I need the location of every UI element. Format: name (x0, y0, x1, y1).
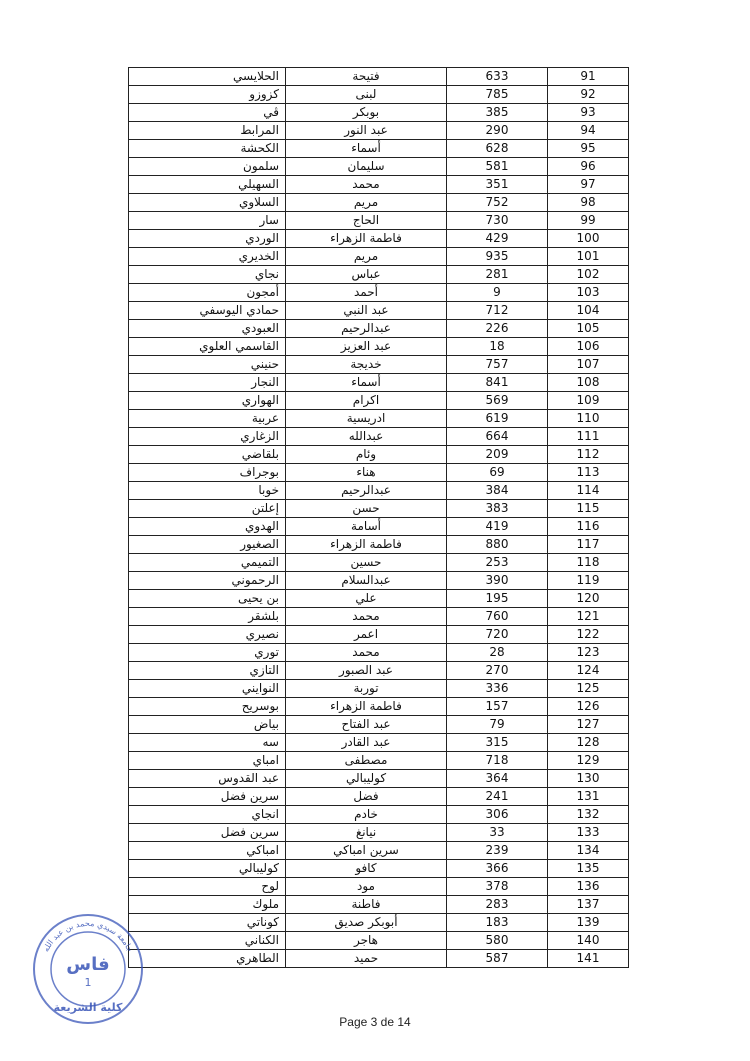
code-cell: 9 (447, 284, 548, 302)
code-cell: 419 (447, 518, 548, 536)
row-number-cell: 106 (548, 338, 629, 356)
code-cell: 730 (447, 212, 548, 230)
code-cell: 935 (447, 248, 548, 266)
first-name-cell: عبدالسلام (286, 572, 447, 590)
first-name-cell: أسامة (286, 518, 447, 536)
row-number-cell: 130 (548, 770, 629, 788)
code-cell: 712 (447, 302, 548, 320)
row-number-cell: 119 (548, 572, 629, 590)
code-cell: 69 (447, 464, 548, 482)
first-name-cell: سرين امباكي (286, 842, 447, 860)
last-name-cell: الخديري (129, 248, 286, 266)
first-name-cell: عبدالرحيم (286, 482, 447, 500)
table-row (129, 626, 629, 644)
last-name-cell: سرين فضل (129, 824, 286, 842)
code-cell: 429 (447, 230, 548, 248)
stamp-outer-text: جامعة سيدي محمد بن عبد الله (41, 918, 135, 954)
last-name-cell: بلشقر (129, 608, 286, 626)
row-number-cell: 122 (548, 626, 629, 644)
row-number-cell: 118 (548, 554, 629, 572)
table-row (129, 374, 629, 392)
first-name-cell: حميد (286, 950, 447, 968)
first-name-cell: أبوبكر صديق (286, 914, 447, 932)
table-row (129, 554, 629, 572)
last-name-cell: سه (129, 734, 286, 752)
row-number-cell: 132 (548, 806, 629, 824)
table-row (129, 356, 629, 374)
row-number-cell: 97 (548, 176, 629, 194)
last-name-cell: حمادي اليوسفي (129, 302, 286, 320)
code-cell: 384 (447, 482, 548, 500)
code-cell: 209 (447, 446, 548, 464)
table-row (129, 230, 629, 248)
table-row (129, 446, 629, 464)
table-row (129, 536, 629, 554)
first-name-cell: الحاج (286, 212, 447, 230)
row-number-cell: 120 (548, 590, 629, 608)
row-number-cell: 110 (548, 410, 629, 428)
table-row (129, 752, 629, 770)
code-cell: 760 (447, 608, 548, 626)
code-cell: 619 (447, 410, 548, 428)
first-name-cell: خديجة (286, 356, 447, 374)
code-cell: 183 (447, 914, 548, 932)
first-name-cell: بوبكر (286, 104, 447, 122)
row-number-cell: 125 (548, 680, 629, 698)
last-name-cell: لوح (129, 878, 286, 896)
last-name-cell: الطاهري (129, 950, 286, 968)
row-number-cell: 116 (548, 518, 629, 536)
table-row (129, 644, 629, 662)
row-number-cell: 127 (548, 716, 629, 734)
table-row (129, 806, 629, 824)
row-number-cell: 107 (548, 356, 629, 374)
first-name-cell: ادريسية (286, 410, 447, 428)
code-cell: 281 (447, 266, 548, 284)
code-cell: 664 (447, 428, 548, 446)
row-number-cell: 98 (548, 194, 629, 212)
last-name-cell: عبد القدوس (129, 770, 286, 788)
table-row (129, 320, 629, 338)
row-number-cell: 117 (548, 536, 629, 554)
last-name-cell: سرين فضل (129, 788, 286, 806)
row-number-cell: 93 (548, 104, 629, 122)
first-name-cell: مود (286, 878, 447, 896)
table-row (129, 302, 629, 320)
table-row (129, 284, 629, 302)
first-name-cell: سليمان (286, 158, 447, 176)
last-name-cell: الرحموني (129, 572, 286, 590)
code-cell: 283 (447, 896, 548, 914)
last-name-cell: النجار (129, 374, 286, 392)
first-name-cell: فاطمة الزهراء (286, 698, 447, 716)
last-name-cell: كزوزو (129, 86, 286, 104)
last-name-cell: سار (129, 212, 286, 230)
first-name-cell: عبد النبي (286, 302, 447, 320)
first-name-cell: اكرام (286, 392, 447, 410)
last-name-cell: كوناتي (129, 914, 286, 932)
first-name-cell: فضل (286, 788, 447, 806)
last-name-cell: التازي (129, 662, 286, 680)
first-name-cell: نيانغ (286, 824, 447, 842)
code-cell: 720 (447, 626, 548, 644)
row-number-cell: 137 (548, 896, 629, 914)
first-name-cell: محمد (286, 176, 447, 194)
table-row (129, 950, 629, 968)
last-name-cell: سلمون (129, 158, 286, 176)
row-number-cell: 91 (548, 68, 629, 86)
table-row (129, 410, 629, 428)
table-row (129, 212, 629, 230)
code-cell: 253 (447, 554, 548, 572)
last-name-cell: نجاي (129, 266, 286, 284)
table-row (129, 68, 629, 86)
first-name-cell: فاطنة (286, 896, 447, 914)
table-row (129, 104, 629, 122)
code-cell: 366 (447, 860, 548, 878)
last-name-cell: الوردي (129, 230, 286, 248)
first-name-cell: عبد العزيز (286, 338, 447, 356)
last-name-cell: حنيني (129, 356, 286, 374)
last-name-cell: العبودي (129, 320, 286, 338)
last-name-cell: الكحشة (129, 140, 286, 158)
first-name-cell: فاطمة الزهراء (286, 230, 447, 248)
code-cell: 270 (447, 662, 548, 680)
first-name-cell: عباس (286, 266, 447, 284)
first-name-cell: اعمر (286, 626, 447, 644)
row-number-cell: 95 (548, 140, 629, 158)
row-number-cell: 94 (548, 122, 629, 140)
table-row (129, 716, 629, 734)
first-name-cell: حسين (286, 554, 447, 572)
row-number-cell: 103 (548, 284, 629, 302)
code-cell: 336 (447, 680, 548, 698)
row-number-cell: 133 (548, 824, 629, 842)
page-footer: Page 3 de 14 (339, 1015, 411, 1029)
row-number-cell: 102 (548, 266, 629, 284)
svg-text:جامعة سيدي محمد بن عبد الله (41, 919, 134, 953)
row-number-cell: 96 (548, 158, 629, 176)
first-name-cell: مريم (286, 194, 447, 212)
table-row (129, 572, 629, 590)
table-row (129, 482, 629, 500)
row-number-cell: 92 (548, 86, 629, 104)
table-row (129, 896, 629, 914)
row-number-cell: 128 (548, 734, 629, 752)
last-name-cell: الهدوي (129, 518, 286, 536)
code-cell: 157 (447, 698, 548, 716)
table-row (129, 158, 629, 176)
code-cell: 785 (447, 86, 548, 104)
code-cell: 752 (447, 194, 548, 212)
table-row (129, 698, 629, 716)
table-row (129, 176, 629, 194)
code-cell: 581 (447, 158, 548, 176)
last-name-cell: القاسمي العلوي (129, 338, 286, 356)
last-name-cell: بلقاضي (129, 446, 286, 464)
table-row (129, 590, 629, 608)
last-name-cell: بن يحيى (129, 590, 286, 608)
last-name-cell: الكناني (129, 932, 286, 950)
last-name-cell: ملوك (129, 896, 286, 914)
first-name-cell: علي (286, 590, 447, 608)
row-number-cell: 135 (548, 860, 629, 878)
first-name-cell: هاجر (286, 932, 447, 950)
table-row (129, 824, 629, 842)
last-name-cell: الصغيور (129, 536, 286, 554)
last-name-cell: عربية (129, 410, 286, 428)
table-row (129, 680, 629, 698)
last-name-cell: ڤي (129, 104, 286, 122)
table-row (129, 608, 629, 626)
row-number-cell: 109 (548, 392, 629, 410)
first-name-cell: مريم (286, 248, 447, 266)
first-name-cell: لبنى (286, 86, 447, 104)
row-number-cell: 115 (548, 500, 629, 518)
table-row (129, 428, 629, 446)
row-number-cell: 113 (548, 464, 629, 482)
last-name-cell: انجاي (129, 806, 286, 824)
students-table-body (129, 68, 629, 968)
table-row (129, 248, 629, 266)
first-name-cell: عبد القادر (286, 734, 447, 752)
last-name-cell: كوليبالي (129, 860, 286, 878)
code-cell: 633 (447, 68, 548, 86)
first-name-cell: أحمد (286, 284, 447, 302)
last-name-cell: التميمي (129, 554, 286, 572)
code-cell: 378 (447, 878, 548, 896)
table-row (129, 86, 629, 104)
table-row (129, 122, 629, 140)
code-cell: 28 (447, 644, 548, 662)
table-row (129, 662, 629, 680)
code-cell: 718 (447, 752, 548, 770)
table-row (129, 860, 629, 878)
row-number-cell: 140 (548, 932, 629, 950)
last-name-cell: توري (129, 644, 286, 662)
last-name-cell: امباي (129, 752, 286, 770)
code-cell: 33 (447, 824, 548, 842)
code-cell: 580 (447, 932, 548, 950)
code-cell: 880 (447, 536, 548, 554)
row-number-cell: 136 (548, 878, 629, 896)
stamp-faculty: كلية الشريعة (53, 1001, 123, 1014)
first-name-cell: عبدالله (286, 428, 447, 446)
last-name-cell: امباكي (129, 842, 286, 860)
row-number-cell: 101 (548, 248, 629, 266)
table-row (129, 194, 629, 212)
table-row (129, 140, 629, 158)
code-cell: 628 (447, 140, 548, 158)
code-cell: 364 (447, 770, 548, 788)
first-name-cell: هناء (286, 464, 447, 482)
code-cell: 195 (447, 590, 548, 608)
row-number-cell: 114 (548, 482, 629, 500)
first-name-cell: خادم (286, 806, 447, 824)
first-name-cell: كافو (286, 860, 447, 878)
row-number-cell: 99 (548, 212, 629, 230)
row-number-cell: 112 (548, 446, 629, 464)
table-row (129, 914, 629, 932)
first-name-cell: أسماء (286, 140, 447, 158)
code-cell: 383 (447, 500, 548, 518)
first-name-cell: كوليبالي (286, 770, 447, 788)
first-name-cell: حسن (286, 500, 447, 518)
table-row (129, 500, 629, 518)
code-cell: 226 (447, 320, 548, 338)
code-cell: 18 (447, 338, 548, 356)
table-row (129, 932, 629, 950)
last-name-cell: السلاوي (129, 194, 286, 212)
last-name-cell: بوسريح (129, 698, 286, 716)
last-name-cell: النوايني (129, 680, 286, 698)
code-cell: 241 (447, 788, 548, 806)
first-name-cell: عبدالرحيم (286, 320, 447, 338)
row-number-cell: 124 (548, 662, 629, 680)
last-name-cell: الزغاري (129, 428, 286, 446)
first-name-cell: توربة (286, 680, 447, 698)
code-cell: 351 (447, 176, 548, 194)
last-name-cell: المرابط (129, 122, 286, 140)
last-name-cell: الحلايسي (129, 68, 286, 86)
code-cell: 306 (447, 806, 548, 824)
last-name-cell: إعلتن (129, 500, 286, 518)
first-name-cell: محمد (286, 644, 447, 662)
code-cell: 569 (447, 392, 548, 410)
table-row (129, 338, 629, 356)
table-row (129, 392, 629, 410)
table-row (129, 266, 629, 284)
first-name-cell: وئام (286, 446, 447, 464)
row-number-cell: 129 (548, 752, 629, 770)
row-number-cell: 131 (548, 788, 629, 806)
last-name-cell: أمجون (129, 284, 286, 302)
row-number-cell: 126 (548, 698, 629, 716)
first-name-cell: عبد الصبور (286, 662, 447, 680)
code-cell: 290 (447, 122, 548, 140)
students-table (128, 67, 629, 968)
code-cell: 841 (447, 374, 548, 392)
row-number-cell: 121 (548, 608, 629, 626)
table-row (129, 878, 629, 896)
row-number-cell: 139 (548, 914, 629, 932)
first-name-cell: عبد النور (286, 122, 447, 140)
row-number-cell: 111 (548, 428, 629, 446)
table-row (129, 770, 629, 788)
code-cell: 239 (447, 842, 548, 860)
table-row (129, 842, 629, 860)
first-name-cell: أسماء (286, 374, 447, 392)
first-name-cell: مصطفى (286, 752, 447, 770)
row-number-cell: 134 (548, 842, 629, 860)
row-number-cell: 105 (548, 320, 629, 338)
last-name-cell: الهواري (129, 392, 286, 410)
code-cell: 79 (447, 716, 548, 734)
first-name-cell: فتيحة (286, 68, 447, 86)
last-name-cell: بوجراف (129, 464, 286, 482)
table-row (129, 788, 629, 806)
code-cell: 587 (447, 950, 548, 968)
row-number-cell: 123 (548, 644, 629, 662)
table-row (129, 518, 629, 536)
code-cell: 315 (447, 734, 548, 752)
first-name-cell: فاطمة الزهراء (286, 536, 447, 554)
code-cell: 757 (447, 356, 548, 374)
stamp-city: فاس (66, 954, 110, 975)
last-name-cell: السهيلي (129, 176, 286, 194)
row-number-cell: 108 (548, 374, 629, 392)
row-number-cell: 104 (548, 302, 629, 320)
stamp-number: 1 (84, 976, 92, 989)
first-name-cell: محمد (286, 608, 447, 626)
row-number-cell: 141 (548, 950, 629, 968)
table-row (129, 734, 629, 752)
faculty-stamp (30, 912, 146, 1024)
row-number-cell: 100 (548, 230, 629, 248)
last-name-cell: خوبا (129, 482, 286, 500)
table-row (129, 464, 629, 482)
code-cell: 390 (447, 572, 548, 590)
code-cell: 385 (447, 104, 548, 122)
last-name-cell: نصيري (129, 626, 286, 644)
last-name-cell: بياض (129, 716, 286, 734)
first-name-cell: عبد الفتاح (286, 716, 447, 734)
